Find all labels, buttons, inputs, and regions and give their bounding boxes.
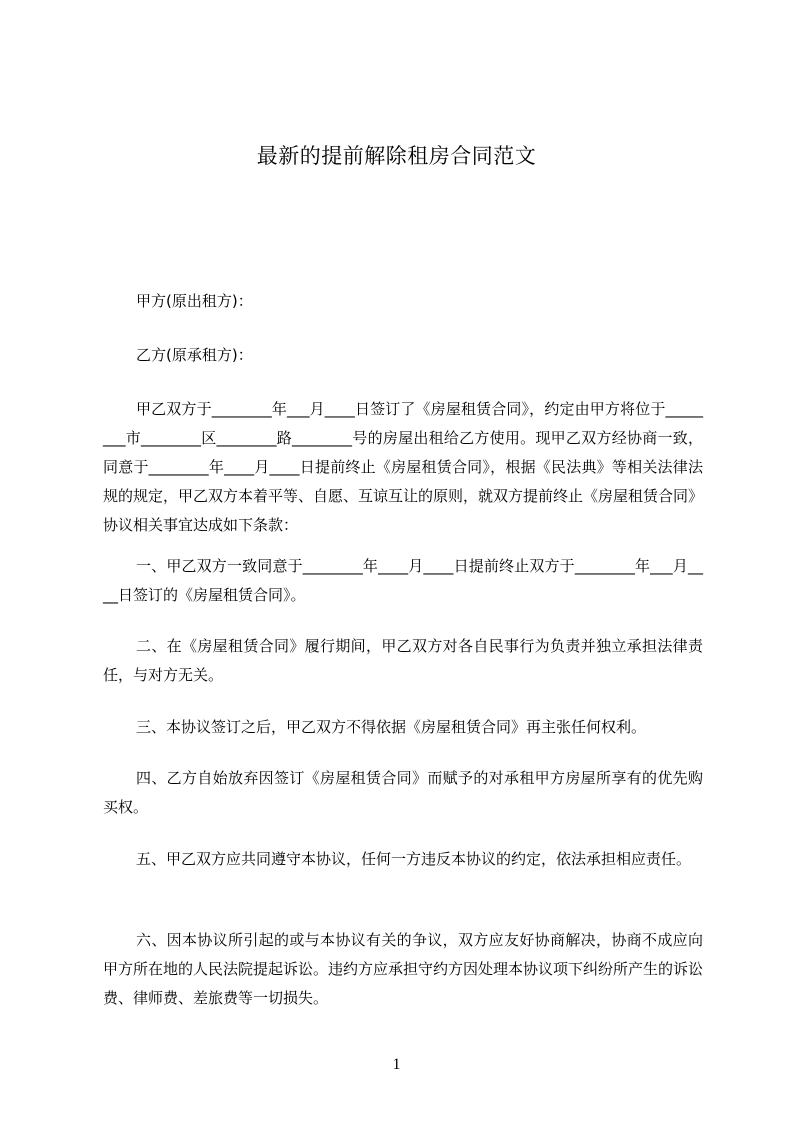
clause-1-paragraph: 一、甲乙双方一致同意于________年____月____日提前终止双方于________年___月____日签订的《房屋租赁合同》。 [103, 557, 703, 604]
page-number: 1 [392, 1056, 401, 1073]
clause-6-paragraph: 六、因本协议所引起的或与本协议有关的争议，双方应友好协商解决，协商不成应向甲方所在地的人民法院提起诉讼。违约方应承担守约方因处理本协议项下纠纷所产生的诉讼费、律师费、差旅费等一切损失。 [103, 931, 704, 1007]
document-title: 最新的提前解除租房合同范文 [256, 144, 537, 168]
clause-5-paragraph: 五、甲乙双方应共同遵守本协议，任何一方违反本协议的约定，依法承担相应责任。 [136, 850, 692, 868]
intro-paragraph: 甲乙双方于________年___月____日签订了《房屋租赁合同》，约定由甲方将位于________市________区________路________号的房屋出租给乙方使用。现甲乙双方经协商一致，同意于________年____月____日提前终止《房屋租赁合同》，根据《民法典》等相关法律法规的规定，甲乙双方本着平等、自愿、互谅互让的原则，就双方提前终止《房屋租赁合同》协议相关事宜达成如下条款： [103, 400, 704, 534]
clause-4-paragraph: 四、乙方自始放弃因签订《房屋租赁合同》而赋予的对承租甲方房屋所享有的优先购买权。 [103, 769, 703, 816]
clause-3-paragraph: 三、本协议签订之后，甲乙双方不得依据《房屋租赁合同》再主张任何权利。 [136, 718, 647, 736]
party-a-label: 甲方(原出租方)： [136, 292, 253, 310]
party-b-label: 乙方(原承租方)： [136, 346, 253, 364]
clause-2-paragraph: 二、在《房屋租赁合同》履行期间，甲乙双方对各自民事行为负责并独立承担法律责任，与对方无关。 [103, 637, 703, 684]
